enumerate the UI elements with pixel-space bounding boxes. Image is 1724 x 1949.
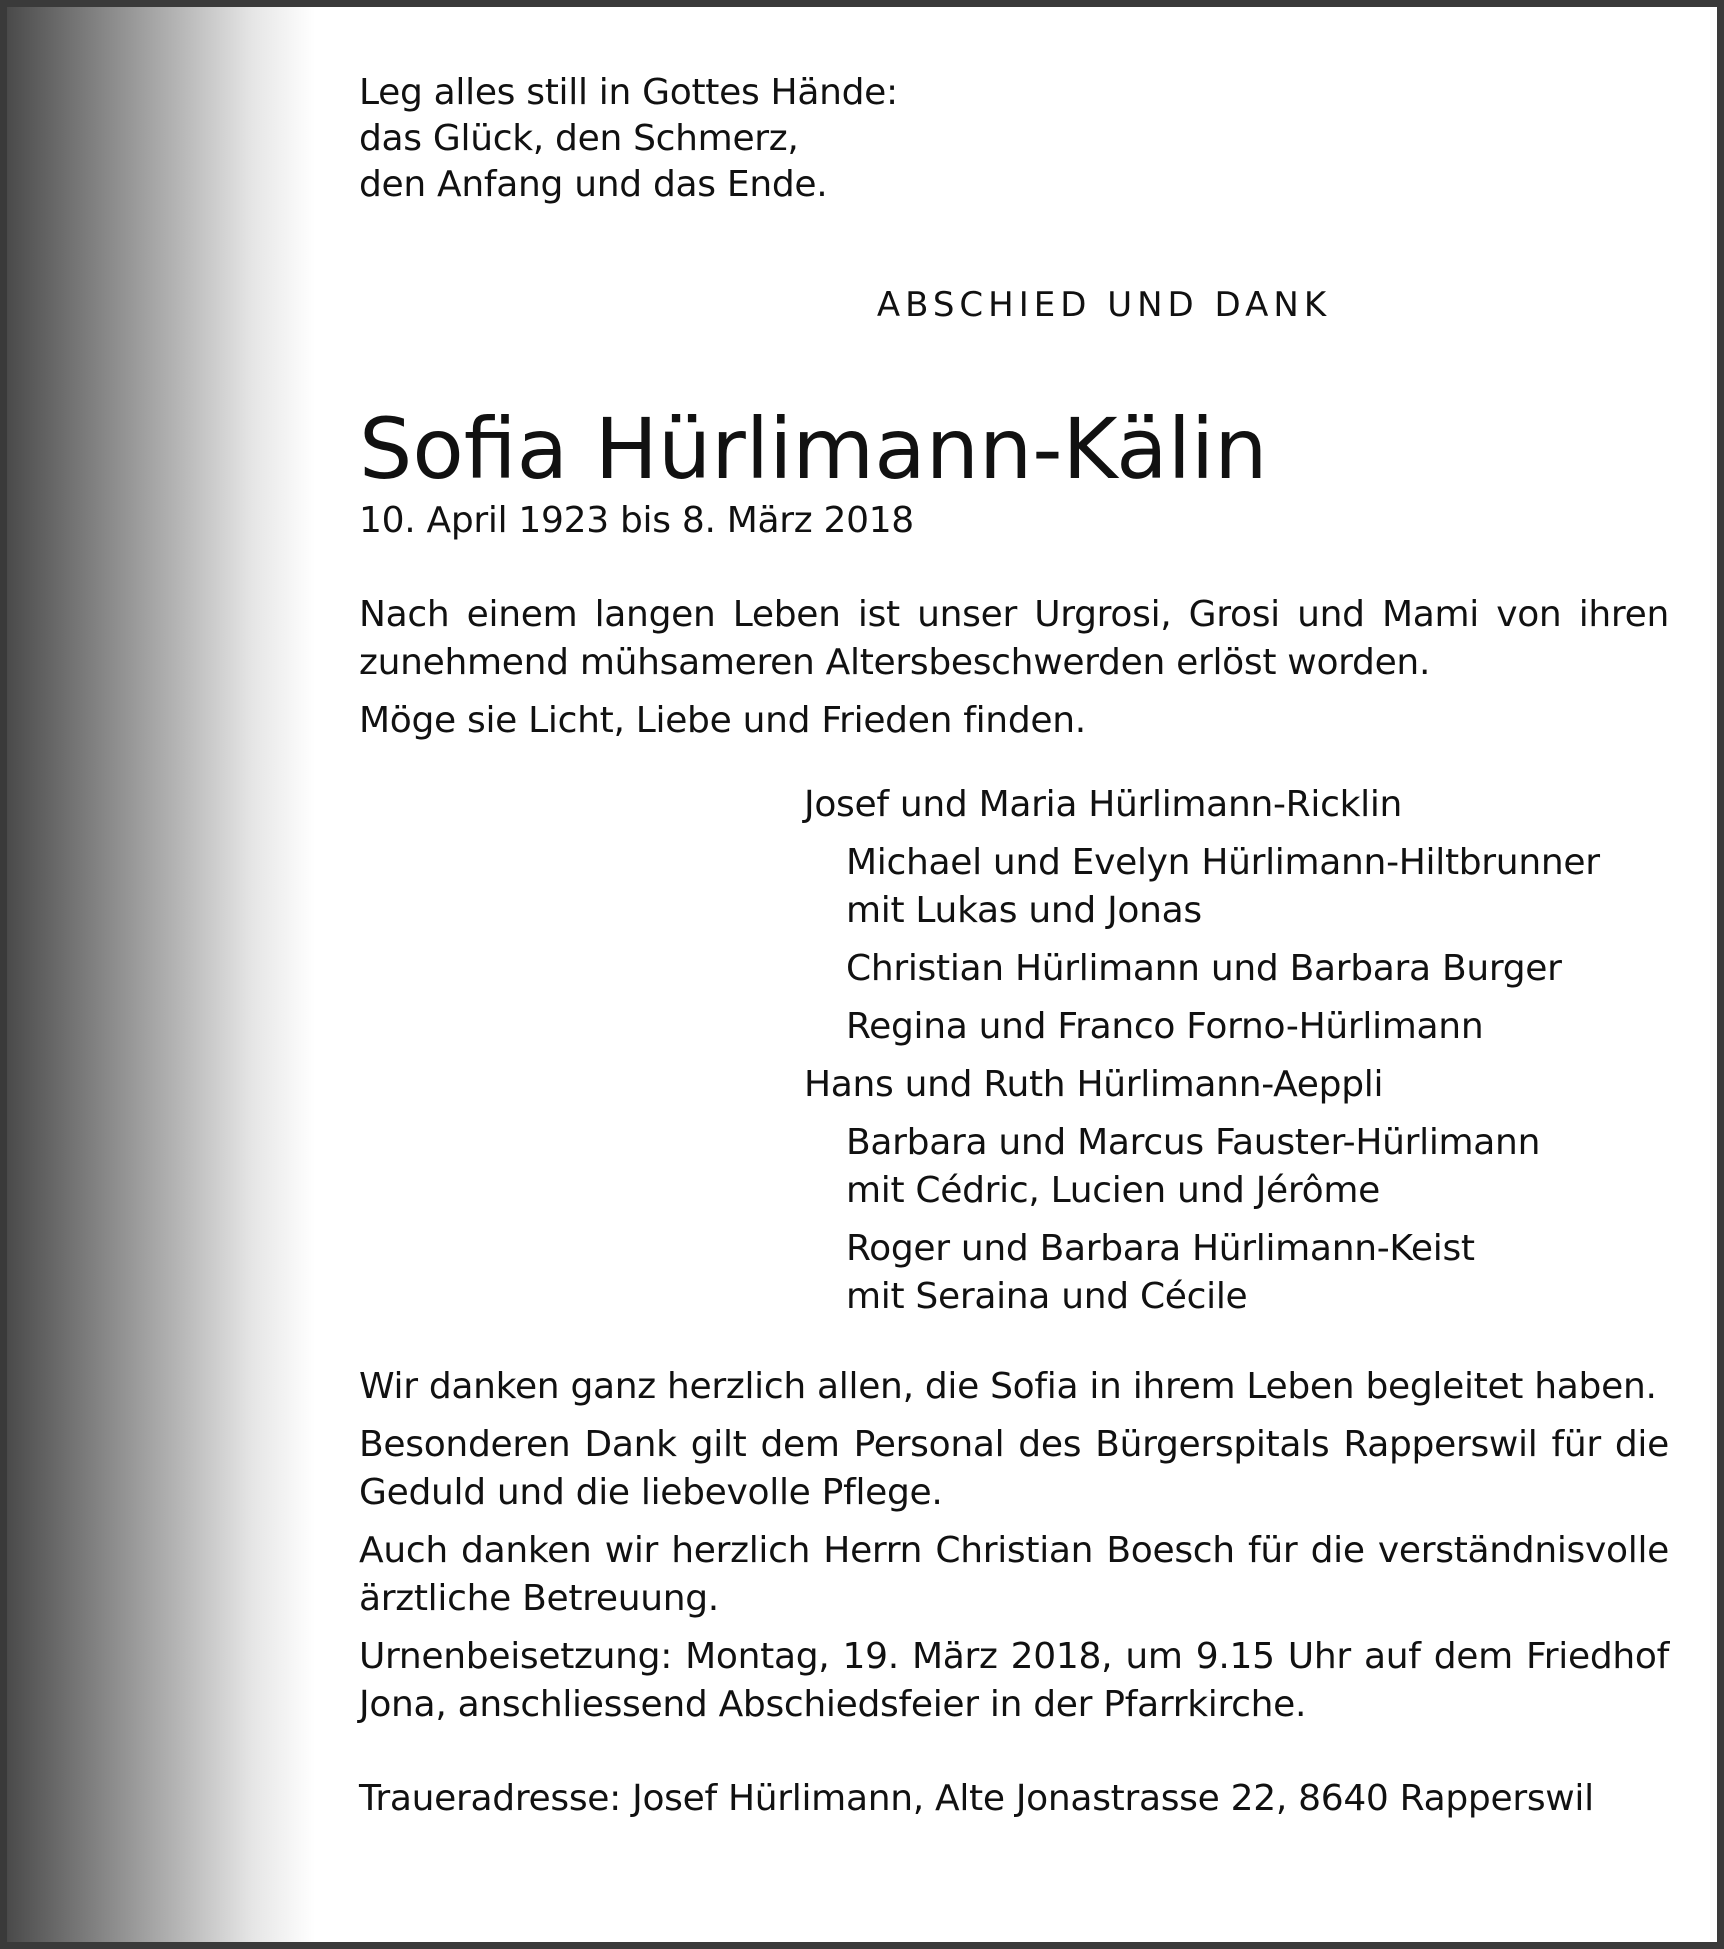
family-member: [846, 1003, 1669, 1051]
mourning-address: Traueradresse: Josef Hürlimann, Alte Jonastrasse 22, 8640 Rapperswil: [359, 1778, 1594, 1819]
family-member: [846, 945, 1669, 993]
family-branch-head: Hans und Ruth Hürlimann-Aeppli: [804, 1064, 1384, 1105]
thanks-paragraph: Besonderen Dank gilt dem Personal des Bürgerspitals Rapperswil für die Geduld und die liebevolle Pflege.: [359, 1424, 1669, 1513]
thanks-paragraph: Auch danken wir herzlich Herrn Christian Boesch für die verständnisvolle ärztliche Betreuung.: [359, 1530, 1669, 1619]
family-member-line: Michael und Evelyn Hürlimann-Hiltbrunner: [846, 842, 1600, 883]
family-member-line: Christian Hürlimann und Barbara Burger: [846, 948, 1562, 989]
motto-line: Leg alles still in Gottes Hände:: [359, 72, 898, 113]
family-list: [804, 781, 1669, 1321]
family-member-line: mit Cédric, Lucien und Jérôme: [846, 1170, 1380, 1211]
motto-line: das Glück, den Schmerz,: [359, 118, 799, 159]
motto-line: den Anfang und das Ende.: [359, 164, 828, 205]
family-member-line: mit Seraina und Cécile: [846, 1276, 1248, 1317]
family-member: [846, 839, 1669, 935]
motto-verse: [359, 69, 1669, 207]
intro-paragraph: Nach einem langen Leben ist unser Urgrosi, Grosi und Mami von ihren zunehmend mühsameren Altersbeschwerden erlöst worden.: [359, 594, 1669, 683]
family-member-line: mit Lukas und Jonas: [846, 890, 1202, 931]
intro-text: [359, 591, 1669, 745]
family-member-line: Roger und Barbara Hürlimann-Keist: [846, 1228, 1475, 1269]
family-member-line: Barbara und Marcus Fauster-Hürlimann: [846, 1122, 1541, 1163]
side-gradient-bar: [7, 7, 315, 1942]
family-member-line: Regina und Franco Forno-Hürlimann: [846, 1006, 1484, 1047]
family-member: [846, 1225, 1669, 1321]
intro-paragraph: Möge sie Licht, Liebe und Frieden finden.: [359, 700, 1086, 741]
family-branch-head: Josef und Maria Hürlimann-Ricklin: [804, 784, 1403, 825]
section-heading: ABSCHIED UND DANK: [876, 285, 1332, 325]
funeral-info: Urnenbeisetzung: Montag, 19. März 2018, um 9.15 Uhr auf dem Friedhof Jona, anschliessend Abschiedsfeier in der Pfarrkirche.: [359, 1636, 1669, 1725]
life-dates: 10. April 1923 bis 8. März 2018: [359, 500, 914, 541]
thanks-paragraph: Wir danken ganz herzlich allen, die Sofia in ihrem Leben begleitet haben.: [359, 1366, 1657, 1407]
family-member: [846, 1119, 1669, 1215]
deceased-name: Sofia Hürlimann-Kälin: [359, 400, 1268, 498]
obituary-content: [359, 69, 1669, 1823]
thanks-text: [359, 1363, 1669, 1729]
